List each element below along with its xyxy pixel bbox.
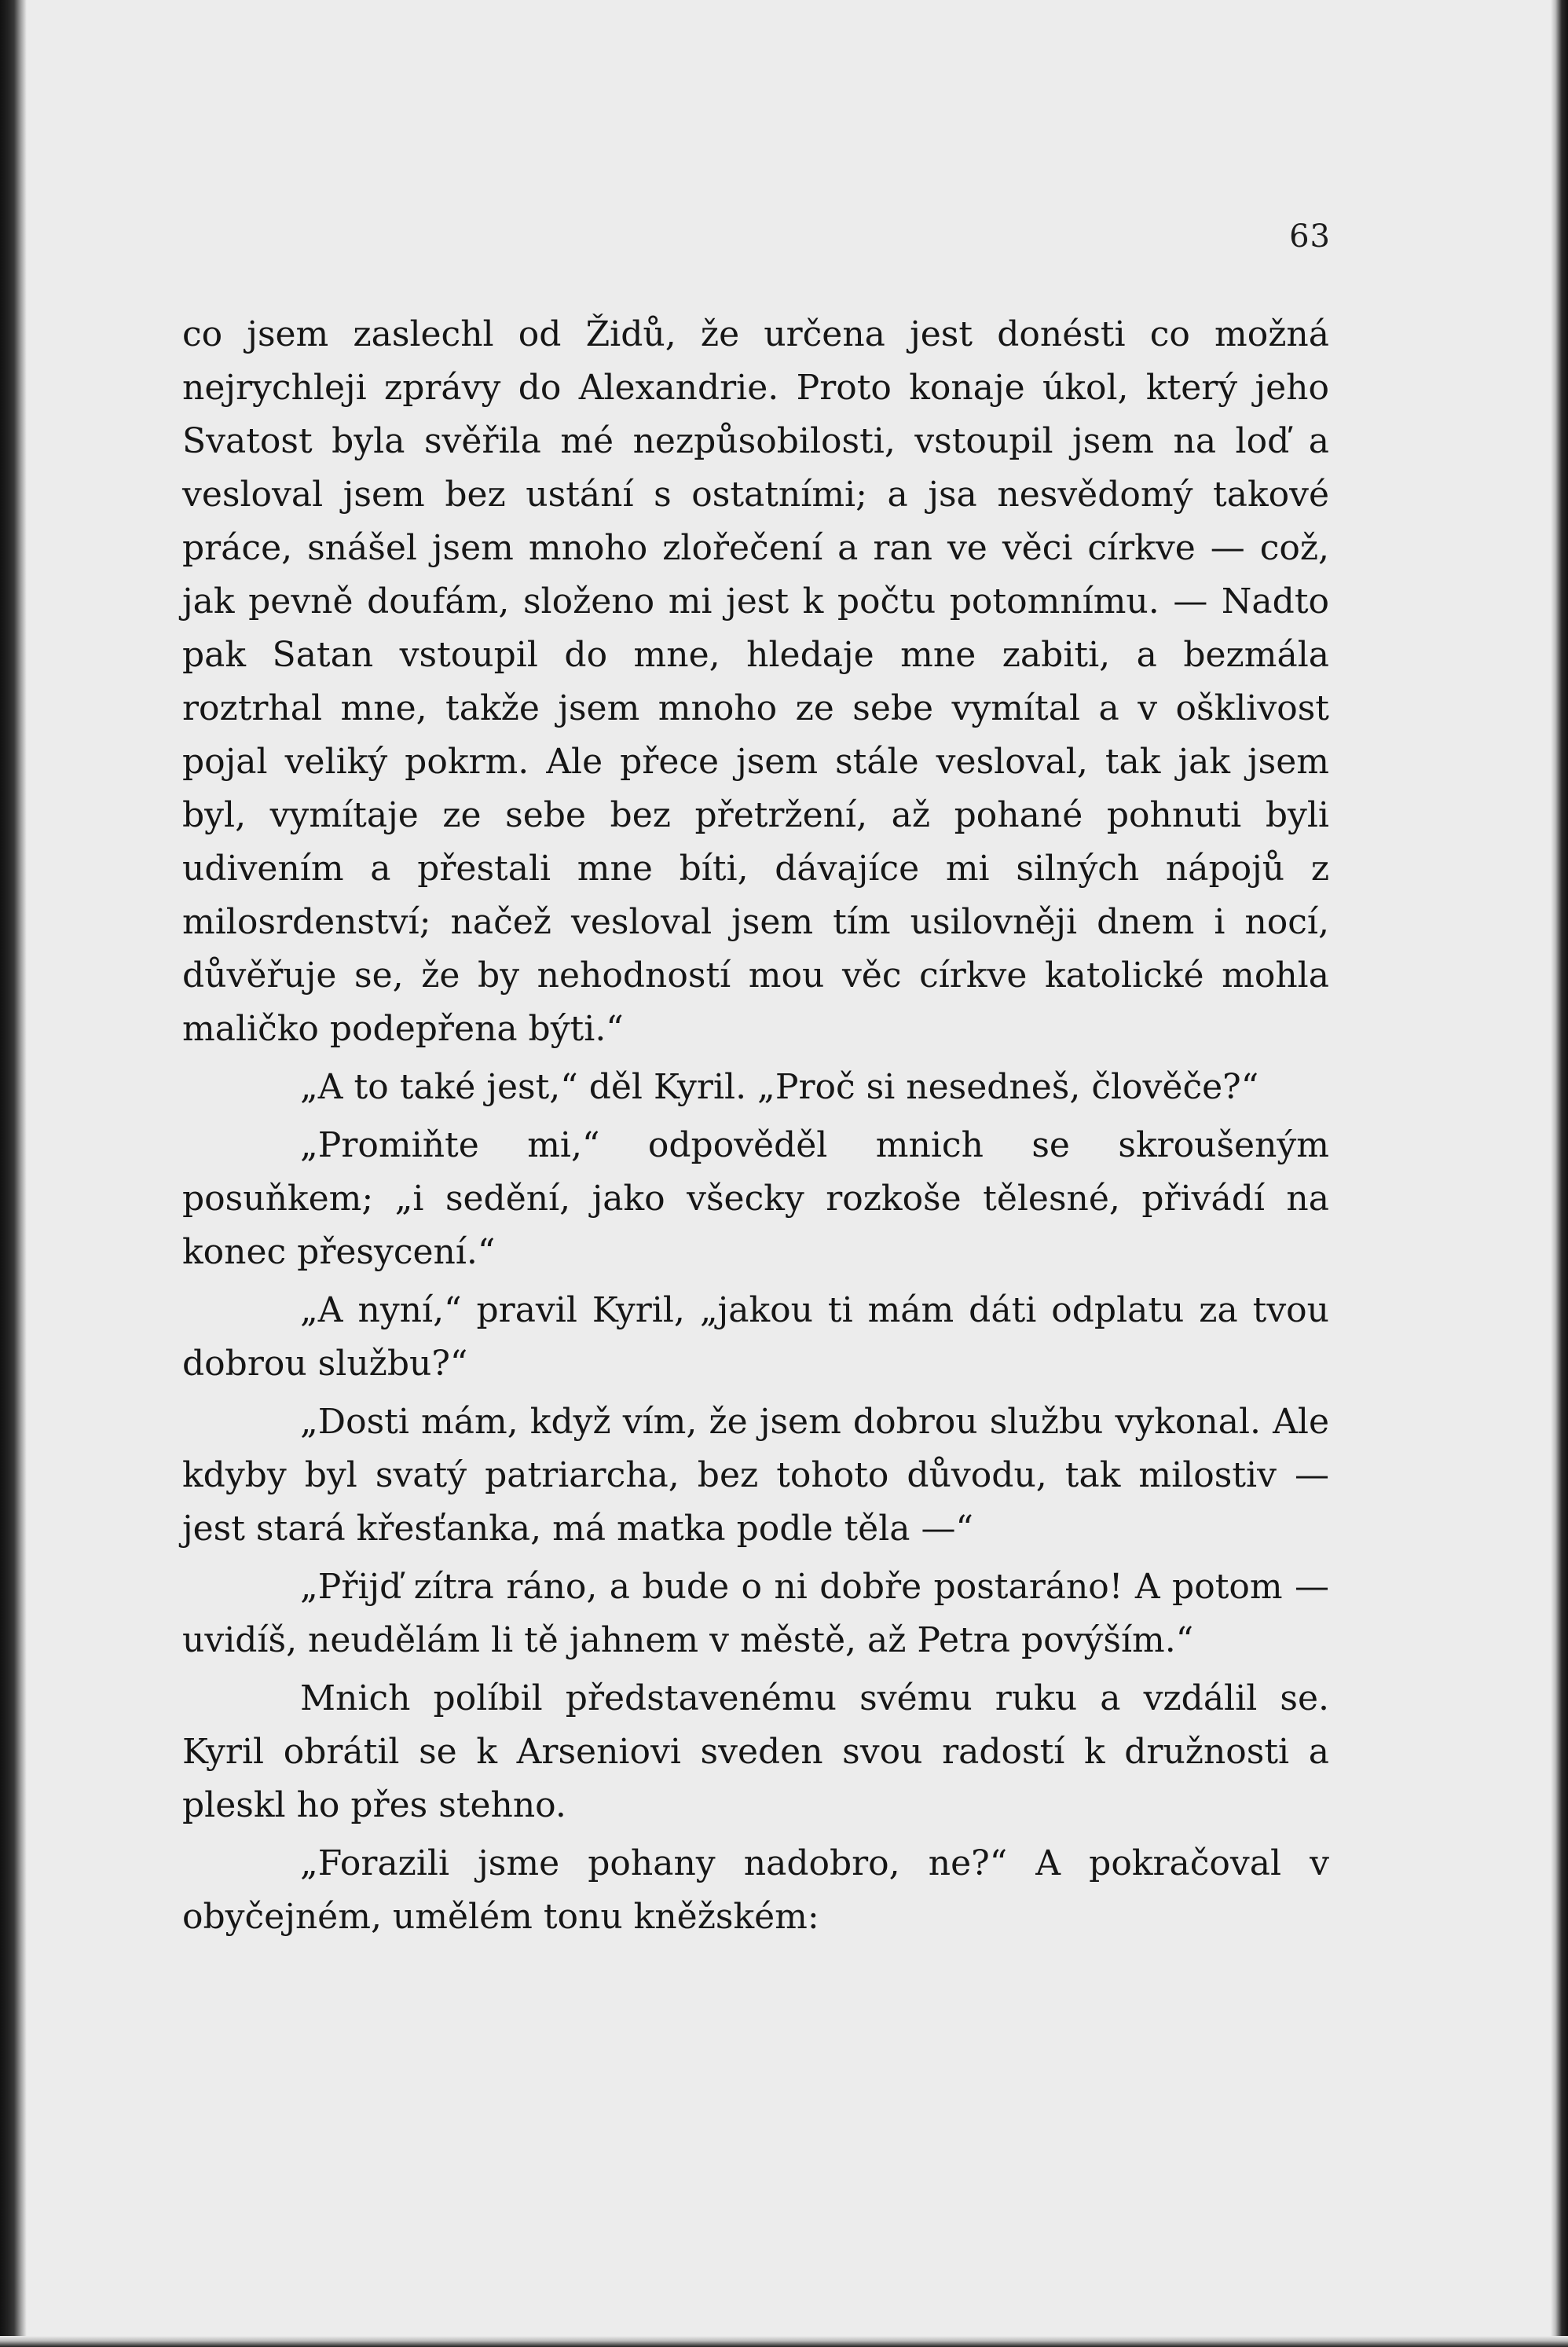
page-edge-right	[1551, 0, 1568, 2347]
page-edge-bottom	[0, 2336, 1568, 2347]
body-text	[182, 308, 1329, 1944]
spine-shadow	[0, 0, 27, 2347]
paragraph-8: „Forazili jsme pohany nadobro, ne?“ A pokračoval v obyčejném, umělém tonu kněžském:	[182, 1843, 1329, 1937]
page-number: 63	[1289, 218, 1331, 255]
paragraph-4: „A nyní,“ pravil Kyril, „jakou ti mám dáti odplatu za tvou dobrou službu?“	[182, 1290, 1329, 1384]
paragraph-6: „Přijď zítra ráno, a bude o ni dobře postaráno! A potom — uvidíš, neudělám li tě jahnem v městě, až Petra povýším.“	[182, 1567, 1329, 1660]
paragraph-7: Mnich políbil představenému svému ruku a vzdálil se. Kyril obrátil se k Arseniovi sveden svou radostí k družnosti a pleskl ho přes stehno.	[182, 1678, 1329, 1825]
paragraph-3: „Promiňte mi,“ odpověděl mnich se skroušeným posuňkem; „i sedění, jako všecky rozkoše tělesné, přivádí na konec přesycení.“	[182, 1125, 1329, 1272]
paragraph-5: „Dosti mám, když vím, že jsem dobrou službu vykonal. Ale kdyby byl svatý patriarcha, bez tohoto důvodu, tak milostiv — jest stará křesťanka, má matka podle těla —“	[182, 1402, 1329, 1549]
paragraph-2: „A to také jest,“ děl Kyril. „Proč si nesedneš, člověče?“	[300, 1067, 1259, 1107]
paragraph-1: co jsem zaslechl od Židů, že určena jest donésti co možná nejrychleji zprávy do Alexandrie. Proto konaje úkol, který jeho Svatost byla svěřila mé nezpůsobilosti, vstoupil jsem na loď a vesloval jsem bez ustání s ostatními; a jsa nesvědomý takové práce, snášel jsem mnoho zlořečení a ran ve věci církve — což, jak pevně doufám, složeno mi jest k počtu potomnímu. — Nadto pak Satan vstoupil do mne, hledaje mne zabiti, a bezmála roztrhal mne, takže jsem mnoho ze sebe vymítal a v ošklivost pojal veliký pokrm. Ale přece jsem stále vesloval, tak jak jsem byl, vymítaje ze sebe bez přetržení, až pohané pohnuti byli udivením a přestali mne bíti, dávajíce mi silných nápojů z milosrdenství; načež vesloval jsem tím usilovněji dnem i nocí, důvěřuje se, že by nehodností mou věc církve katolické mohla maličko podepřena býti.“	[182, 314, 1329, 1049]
